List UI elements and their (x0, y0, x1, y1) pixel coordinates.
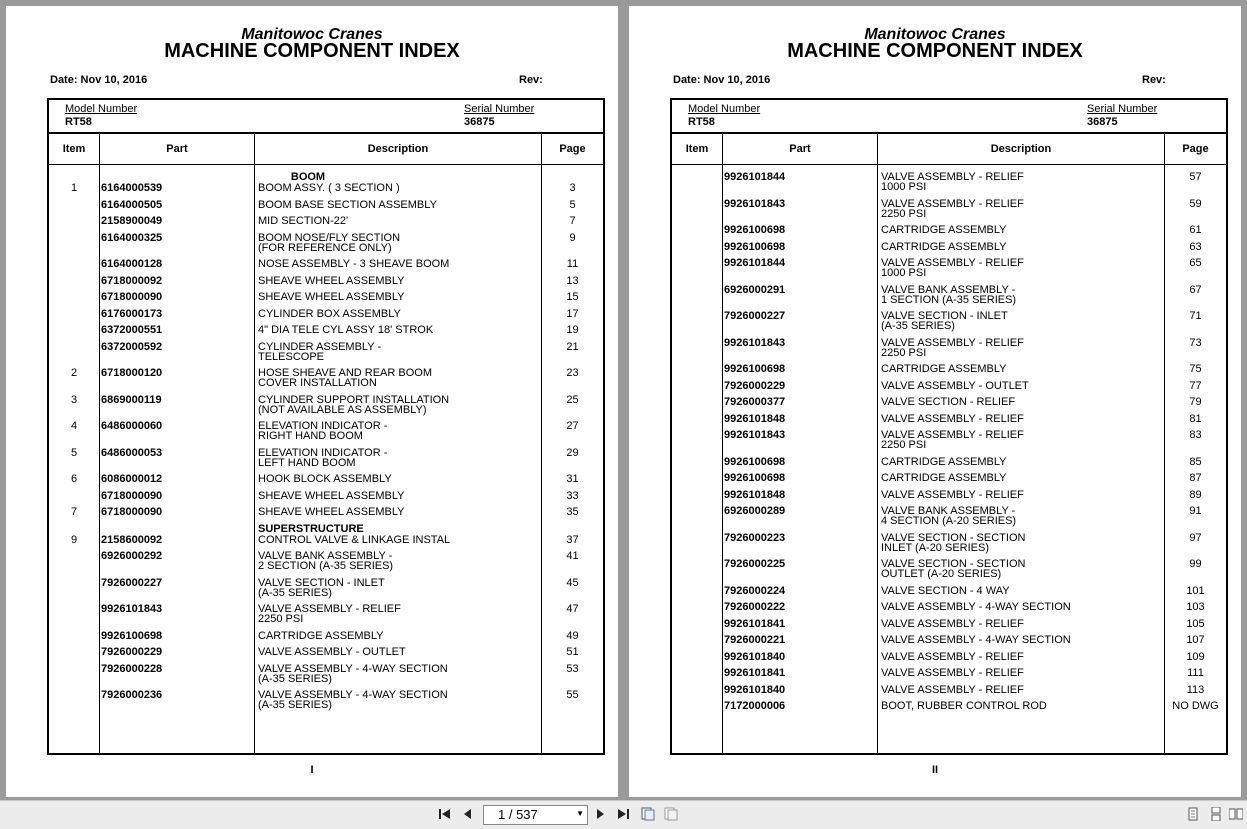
part-number: 9926101843 (724, 197, 786, 210)
page-reference: 85 (1189, 455, 1202, 468)
page-reference: 83 (1189, 429, 1202, 441)
description-line-2: (FOR REFERENCE ONLY) (258, 241, 392, 254)
description (881, 311, 1008, 331)
page-reference: 77 (1189, 379, 1202, 392)
description: VALVE SECTION - RELIEF (881, 396, 1016, 408)
part-number: 9926100698 (724, 455, 786, 468)
description (881, 285, 1016, 305)
brand-name: Manitowoc Cranes (241, 26, 383, 43)
part-number: 7172000006 (724, 700, 786, 712)
description: CARTRIDGE ASSEMBLY (881, 455, 1007, 468)
description-line-2: (A-35 SERIES) (881, 320, 955, 332)
viewer-toolbar (0, 800, 1247, 829)
page-reference: 67 (1189, 283, 1202, 296)
header-description: Description (367, 143, 429, 155)
page-indicator: 1 / 537 (498, 807, 538, 822)
description (258, 690, 448, 710)
description-line-2: 1000 PSI (881, 181, 927, 193)
description (258, 664, 448, 684)
model-number-value: RT58 (65, 116, 92, 128)
page-reference: 55 (566, 689, 579, 701)
description: VALVE ASSEMBLY - RELIEF (881, 683, 1024, 696)
part-number: 6718000090 (101, 291, 163, 303)
page-number-footer: I (310, 764, 314, 776)
page-reference: 45 (566, 576, 579, 589)
description: NOSE ASSEMBLY - 3 SHEAVE BOOM (258, 258, 450, 270)
description: BOOT, RUBBER CONTROL ROD (881, 700, 1047, 712)
description (258, 368, 432, 388)
first-page-icon[interactable] (438, 807, 452, 824)
part-number: 6869000119 (101, 393, 162, 406)
description: VALVE SECTION - 4 WAY (881, 584, 1010, 597)
description-line-2: COVER INSTALLATION (258, 377, 377, 389)
description (881, 506, 1016, 526)
page-reference: NO DWG (1172, 700, 1219, 712)
part-number: 6718000092 (101, 274, 163, 287)
page-reference: 27 (566, 420, 579, 432)
description-line-2: 2250 PSI (258, 613, 304, 625)
part-number: 9926101840 (724, 683, 786, 696)
date-label: Date: Nov 10, 2016 (673, 74, 771, 86)
rev-label: Rev: (1142, 74, 1166, 86)
description: VALVE ASSEMBLY - RELIEF (881, 488, 1024, 501)
component-table (47, 132, 605, 755)
part-number: 7926000221 (724, 634, 786, 646)
page-reference: 17 (566, 307, 579, 320)
page-reference: 11 (566, 258, 579, 270)
page-reference: 59 (1189, 197, 1202, 210)
description-line-2: LEFT HAND BOOM (258, 456, 356, 469)
description-line-1: VALVE BANK ASSEMBLY - (881, 505, 1016, 517)
part-number: 6926000291 (724, 283, 786, 296)
part-number: 7926000223 (724, 531, 786, 544)
part-number: 7926000225 (724, 558, 786, 570)
part-number: 6926000292 (101, 550, 163, 562)
description (258, 342, 381, 362)
part-number: 7926000227 (724, 310, 786, 322)
part-number: 7926000229 (101, 646, 163, 658)
description: CARTRIDGE ASSEMBLY (881, 472, 1007, 484)
description: VALVE ASSEMBLY - OUTLET (881, 379, 1029, 392)
description (881, 533, 1025, 553)
description-line-1: VALVE ASSEMBLY - RELIEF (258, 603, 401, 615)
description-line-1: VALVE ASSEMBLY - 4-WAY SECTION (258, 689, 448, 701)
model-number-value: RT58 (688, 116, 715, 128)
part-number: 6086000012 (101, 473, 163, 485)
description: SHEAVE WHEEL ASSEMBLY (258, 489, 405, 502)
part-number: 9926101844 (724, 171, 786, 183)
description (258, 551, 393, 571)
description: VALVE ASSEMBLY - 4-WAY SECTION (881, 601, 1071, 613)
table-rows (49, 164, 603, 753)
description: SHEAVE WHEEL ASSEMBLY (258, 291, 405, 303)
page-reference: 5 (569, 198, 576, 211)
part-number: 9926100698 (101, 629, 163, 642)
last-page-icon[interactable] (616, 807, 630, 824)
part-number: 7926000229 (724, 379, 786, 392)
page-reference: 81 (1189, 412, 1202, 425)
description: CARTRIDGE ASSEMBLY (881, 224, 1007, 236)
description-line-2: 4 SECTION (A-20 SERIES) (881, 515, 1017, 527)
description: VALVE ASSEMBLY - OUTLET (258, 646, 406, 658)
description-line-2: 2250 PSI (881, 346, 927, 359)
model-serial-box (47, 98, 605, 132)
header-description: Description (990, 143, 1052, 155)
page-reference: 33 (566, 489, 579, 502)
model-number-label: Model Number (688, 103, 761, 115)
description-line-2: OUTLET (A-20 SERIES) (881, 568, 1002, 580)
description: BOOM ASSY. ( 3 SECTION ) (258, 182, 400, 194)
serial-number-value: 36875 (464, 116, 495, 128)
description: SHEAVE WHEEL ASSEMBLY (258, 506, 405, 518)
part-number: 6718000090 (101, 489, 163, 502)
description-line-2: 2 SECTION (A-35 SERIES) (258, 560, 394, 572)
page-reference: 65 (1189, 257, 1202, 269)
item-number: 3 (70, 393, 78, 406)
description: SHEAVE WHEEL ASSEMBLY (258, 274, 405, 287)
description-line-2: (A-35 SERIES) (258, 586, 332, 599)
description-line-1: VALVE ASSEMBLY - RELIEF (881, 197, 1024, 210)
description-line-1: VALVE ASSEMBLY - 4-WAY SECTION (258, 662, 448, 675)
page-reference: 47 (566, 603, 579, 615)
part-number: 9926100698 (724, 363, 786, 375)
page-reference: 3 (569, 182, 576, 194)
table-rows (672, 164, 1226, 753)
part-number: 6372000551 (101, 324, 163, 336)
page-reference: 15 (566, 291, 579, 303)
description-line-2: 2250 PSI (881, 439, 927, 451)
page-reference: 7 (569, 215, 576, 227)
description (258, 233, 400, 253)
description-line-2: 2250 PSI (881, 207, 927, 220)
header-part: Part (789, 143, 811, 155)
description (258, 448, 387, 468)
page-number-input[interactable] (483, 805, 588, 825)
page-reference: 73 (1189, 336, 1202, 349)
part-number: 9926101841 (724, 617, 786, 630)
description: 4" DIA TELE CYL ASSY 18' STROK (258, 324, 434, 336)
description-line-1: VALVE SECTION - INLET (258, 576, 385, 589)
description: CONTROL VALVE & LINKAGE INSTAL (258, 533, 451, 546)
part-number: 7926000224 (724, 584, 786, 597)
part-number: 7926000228 (101, 662, 163, 675)
item-number: 7 (70, 506, 78, 518)
part-number: 9926101848 (724, 412, 786, 425)
page-reference: 107 (1186, 634, 1205, 646)
description-line-1: CYLINDER ASSEMBLY - (258, 340, 382, 353)
page-reference: 101 (1186, 584, 1205, 597)
header-item: Item (685, 143, 709, 155)
table-header (672, 134, 1226, 165)
item-number: 5 (70, 446, 78, 459)
description-line-1: VALVE ASSEMBLY - RELIEF (881, 336, 1024, 349)
page-title: MACHINE COMPONENT INDEX (164, 40, 460, 62)
chevron-down-icon[interactable]: ▼ (576, 809, 584, 818)
page-reference: 57 (1189, 171, 1202, 183)
part-number: 6164000325 (101, 231, 163, 244)
description-line-2: (A-35 SERIES) (258, 672, 332, 685)
description: BOOM BASE SECTION ASSEMBLY (258, 198, 437, 211)
page-reference: 19 (566, 324, 579, 336)
part-number: 6926000289 (724, 505, 786, 517)
part-number: 6486000060 (101, 420, 163, 432)
page-reference: 25 (566, 393, 579, 406)
description (258, 395, 449, 415)
description: CARTRIDGE ASSEMBLY (881, 240, 1007, 253)
description-line-2: (NOT AVAILABLE AS ASSEMBLY) (258, 403, 427, 416)
component-table (670, 132, 1228, 755)
part-number: 9926100698 (724, 240, 786, 253)
page-reference: 103 (1186, 601, 1205, 613)
description (258, 421, 387, 441)
description (258, 604, 401, 624)
part-number: 9926100698 (724, 224, 786, 236)
page-reference: 71 (1189, 310, 1202, 322)
part-number: 7926000222 (724, 601, 786, 613)
page-reference: 21 (566, 340, 579, 353)
description-line-2: TELESCOPE (258, 350, 325, 363)
page-reference: 61 (1189, 224, 1202, 236)
description: CARTRIDGE ASSEMBLY (258, 629, 384, 642)
description-line-1: VALVE SECTION - SECTION (881, 531, 1026, 544)
part-number: 6718000090 (101, 506, 163, 518)
go-forward-icon[interactable] (664, 807, 678, 821)
part-number: 2158600092 (101, 533, 163, 546)
description: CARTRIDGE ASSEMBLY (881, 363, 1007, 375)
page-reference: 13 (566, 274, 579, 287)
header-page: Page (559, 143, 586, 155)
part-number: 9926101848 (724, 488, 786, 501)
serial-number-label: Serial Number (1087, 103, 1158, 115)
part-number: 6718000120 (101, 367, 163, 379)
description: VALVE ASSEMBLY - RELIEF (881, 412, 1024, 425)
item-number: 6 (70, 473, 78, 485)
section-heading: SUPERSTRUCTURE (258, 522, 364, 535)
description: HOOK BLOCK ASSEMBLY (258, 473, 392, 485)
part-number: 7926000377 (724, 396, 786, 408)
page-reference: 41 (566, 550, 579, 562)
page-number-footer: II (931, 764, 939, 776)
description (881, 199, 1024, 219)
header-page: Page (1182, 143, 1209, 155)
part-number: 2158900049 (101, 215, 163, 227)
page-reference: 51 (566, 646, 579, 658)
page-reference: 99 (1189, 558, 1202, 570)
document-page-left (6, 6, 618, 797)
item-number: 2 (70, 367, 78, 379)
model-serial-box (670, 98, 1228, 132)
description: VALVE ASSEMBLY - RELIEF (881, 617, 1024, 630)
serial-number-label: Serial Number (464, 103, 535, 115)
description: VALVE ASSEMBLY - 4-WAY SECTION (881, 634, 1071, 646)
date-label: Date: Nov 10, 2016 (50, 74, 148, 86)
description (881, 338, 1024, 358)
part-number: 9926101843 (724, 336, 786, 349)
description-line-1: VALVE BANK ASSEMBLY - (258, 550, 393, 562)
description: CYLINDER BOX ASSEMBLY (258, 307, 401, 320)
page-reference: 23 (566, 367, 579, 379)
part-number: 6372000592 (101, 340, 163, 353)
page-reference: 91 (1189, 505, 1202, 517)
page-title: MACHINE COMPONENT INDEX (787, 40, 1083, 62)
part-number: 9926101843 (724, 429, 786, 441)
part-number: 6486000053 (101, 446, 163, 459)
go-back-icon[interactable] (641, 807, 655, 821)
part-number: 7926000236 (101, 689, 163, 701)
page-reference: 63 (1189, 240, 1202, 253)
page-reference: 97 (1189, 531, 1202, 544)
page-reference: 75 (1189, 363, 1202, 375)
description-line-1: VALVE ASSEMBLY - RELIEF (881, 171, 1024, 183)
description (881, 172, 1024, 192)
header-item: Item (62, 143, 86, 155)
description-line-1: ELEVATION INDICATOR - (258, 446, 388, 459)
description-line-2: 1 SECTION (A-35 SERIES) (881, 293, 1017, 306)
table-header (49, 134, 603, 165)
part-number: 6164000539 (101, 182, 163, 194)
description-line-1: VALVE ASSEMBLY - RELIEF (881, 429, 1024, 441)
item-number: 9 (70, 533, 78, 546)
description: VALVE ASSEMBLY - RELIEF (881, 650, 1024, 663)
serial-number-value: 36875 (1087, 116, 1118, 128)
part-number: 6164000128 (101, 258, 163, 270)
part-number: 7926000227 (101, 576, 163, 589)
page-reference: 29 (566, 446, 579, 459)
page-reference: 113 (1186, 683, 1205, 696)
single-page-view-icon[interactable] (1186, 807, 1200, 821)
description-line-2: RIGHT HAND BOOM (258, 430, 363, 442)
description (881, 430, 1024, 450)
next-page-icon[interactable] (595, 807, 607, 824)
two-page-view-icon[interactable] (1229, 807, 1243, 821)
description-line-1: VALVE ASSEMBLY - RELIEF (881, 257, 1024, 269)
part-number: 6176000173 (101, 307, 163, 320)
page-reference: 109 (1186, 650, 1205, 663)
page-reference: 35 (566, 506, 579, 518)
description: VALVE ASSEMBLY - RELIEF (881, 667, 1024, 679)
page-reference: 53 (566, 662, 579, 675)
continuous-view-icon[interactable] (1209, 807, 1223, 821)
description (258, 578, 385, 598)
page-reference: 31 (566, 473, 579, 485)
part-number: 9926101841 (724, 667, 786, 679)
page-reference: 87 (1189, 472, 1202, 484)
part-number: 9926101843 (101, 603, 163, 615)
part-number: 6164000505 (101, 198, 163, 211)
page-reference: 37 (566, 533, 579, 546)
description-line-2: (A-35 SERIES) (258, 699, 332, 711)
prev-page-icon[interactable] (461, 807, 473, 824)
description (881, 559, 1025, 579)
page-reference: 111 (1187, 667, 1204, 679)
description-line-1: VALVE SECTION - SECTION (881, 558, 1026, 570)
description-line-1: CYLINDER SUPPORT INSTALLATION (258, 393, 450, 406)
part-number: 9926101840 (724, 650, 786, 663)
item-number: 4 (70, 420, 78, 432)
brand-name: Manitowoc Cranes (864, 26, 1006, 43)
description (881, 258, 1024, 278)
rev-label: Rev: (519, 74, 543, 86)
description: MID SECTION-22' (258, 215, 349, 227)
item-number: 1 (70, 182, 78, 194)
description-line-2: INLET (A-20 SERIES) (881, 541, 989, 554)
document-page-right (629, 6, 1241, 797)
page-reference: 49 (566, 629, 579, 642)
description-line-2: 1000 PSI (881, 267, 927, 279)
description-line-1: HOSE SHEAVE AND REAR BOOM (258, 367, 433, 379)
description-line-1: VALVE BANK ASSEMBLY - (881, 283, 1016, 296)
page-reference: 9 (569, 231, 576, 244)
header-part: Part (166, 143, 188, 155)
page-reference: 89 (1189, 488, 1202, 501)
section-heading: BOOM (290, 171, 326, 183)
part-number: 9926101844 (724, 257, 786, 269)
description-line-1: VALVE SECTION - INLET (881, 310, 1008, 322)
part-number: 9926100698 (724, 472, 786, 484)
model-number-label: Model Number (65, 103, 138, 115)
description-line-1: ELEVATION INDICATOR - (258, 420, 388, 432)
page-reference: 105 (1186, 617, 1205, 630)
page-reference: 79 (1189, 396, 1202, 408)
description-line-1: BOOM NOSE/FLY SECTION (258, 231, 401, 244)
